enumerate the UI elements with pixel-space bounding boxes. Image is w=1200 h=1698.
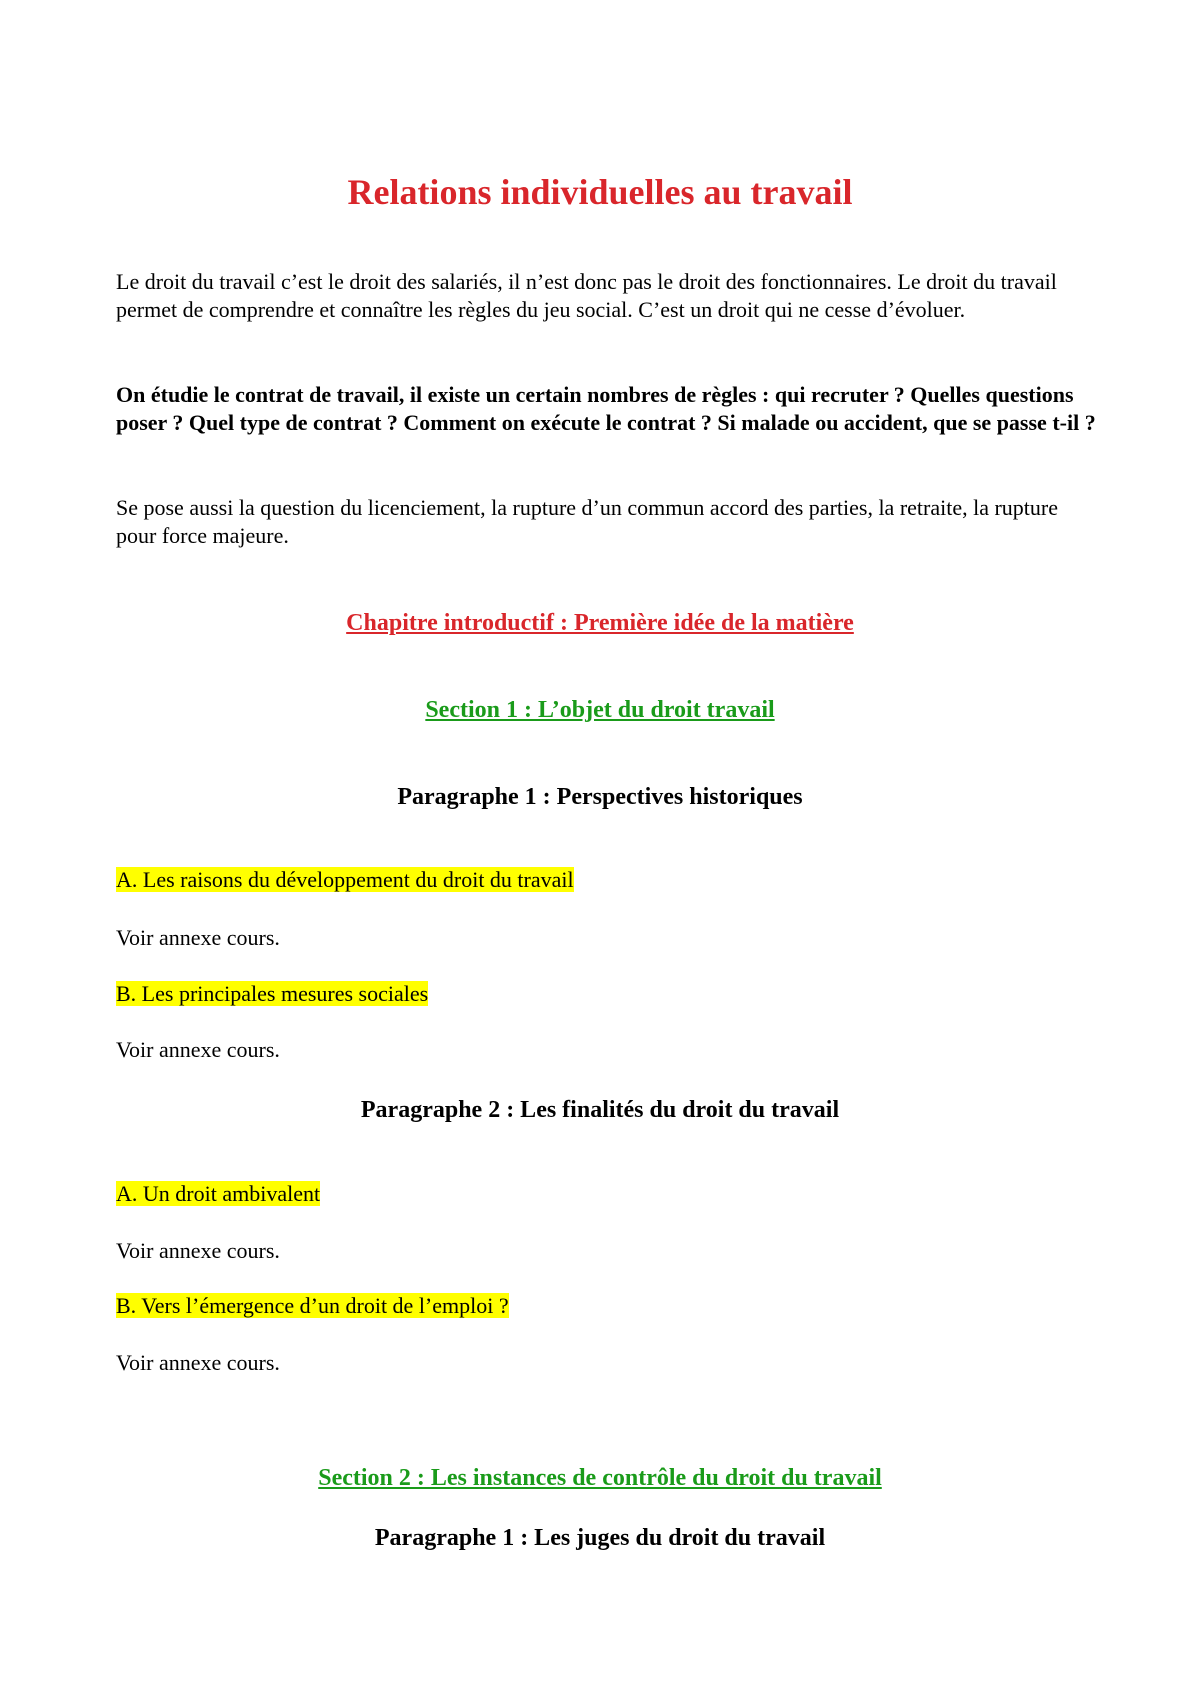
- subheading-1-2-b: [116, 1292, 1096, 1320]
- subheading-1-1-a: [116, 866, 1096, 894]
- section-1-heading: Section 1 : L’objet du droit travail: [425, 697, 775, 723]
- annex-note-1-1-a: Voir annexe cours.: [116, 925, 280, 950]
- subheading-1-1-b-text: B. Les principales mesures sociales: [116, 981, 429, 1006]
- intro-paragraph-3: Se pose aussi la question du licenciement, la rupture d’un commun accord des parties, la retraite, la rupture pour force majeure.: [116, 495, 1059, 548]
- section-2-heading: Section 2 : Les instances de contrôle du droit du travail: [318, 1465, 882, 1491]
- annex-note-1-2-a: Voir annexe cours.: [116, 1238, 280, 1263]
- annex-note-1-2-b: Voir annexe cours.: [116, 1350, 280, 1375]
- annex-note-1-1-b: Voir annexe cours.: [116, 1037, 280, 1062]
- subheading-1-1-b: [116, 980, 1096, 1008]
- section-1-paragraph-2-heading: Paragraphe 2 : Les finalités du droit du travail: [360, 1097, 840, 1123]
- subheading-1-2-a: [116, 1180, 1096, 1208]
- intro-paragraph-1: Le droit du travail c’est le droit des salariés, il n’est donc pas le droit des fonctionnaires. Le droit du travail permet de comprendre et connaître les règles du jeu social. C’est un droit qui ne cesse d’évoluer.: [116, 269, 1057, 322]
- intro-paragraph-2: On étudie le contrat de travail, il existe un certain nombres de règles : qui recruter ? Quelles questions poser ? Quel type de contrat ? Comment on exécute le contrat ? Si malade ou accident, que se passe t-il ?: [116, 382, 1096, 435]
- subheading-1-2-a-text: A. Un droit ambivalent: [116, 1181, 321, 1206]
- chapter-heading: Chapitre introductif : Première idée de la matière: [346, 610, 854, 636]
- section-2-paragraph-1-heading: Paragraphe 1 : Les juges du droit du travail: [374, 1525, 826, 1551]
- section-1-paragraph-1-heading: Paragraphe 1 : Perspectives historiques: [397, 784, 803, 810]
- document-title: Relations individuelles au travail: [347, 172, 853, 212]
- subheading-1-1-a-text: A. Les raisons du développement du droit du travail: [116, 867, 574, 892]
- subheading-1-2-b-text: B. Vers l’émergence d’un droit de l’emploi ?: [116, 1293, 509, 1318]
